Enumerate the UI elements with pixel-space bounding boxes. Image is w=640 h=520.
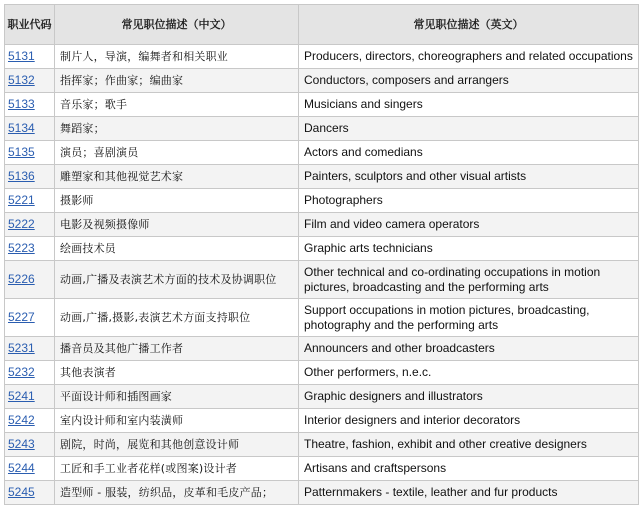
description-zh-cell: 音乐家；歌手 <box>55 93 299 117</box>
occupation-code-link[interactable]: 5134 <box>8 121 35 135</box>
occupation-code-link[interactable]: 5221 <box>8 193 35 207</box>
description-en-cell: Conductors, composers and arrangers <box>299 69 639 93</box>
description-en-cell: Graphic arts technicians <box>299 237 639 261</box>
table-row <box>5 189 639 213</box>
table-row <box>5 481 639 505</box>
table-row <box>5 141 639 165</box>
table-header-row <box>5 5 639 45</box>
occupation-code-link[interactable]: 5242 <box>8 413 35 427</box>
description-en-cell: Announcers and other broadcasters <box>299 337 639 361</box>
description-en-cell: Producers, directors, choreographers and related occupations <box>299 45 639 69</box>
occupation-code-link[interactable]: 5226 <box>8 272 35 286</box>
occupation-code-link[interactable]: 5132 <box>8 73 35 87</box>
description-zh-cell: 播音员及其他广播工作者 <box>55 337 299 361</box>
occupation-code-link[interactable]: 5227 <box>8 310 35 324</box>
header-description-en: 常见职位描述（英文） <box>299 5 639 45</box>
description-zh-cell: 演员；喜剧演员 <box>55 141 299 165</box>
occupation-code-table <box>4 4 639 505</box>
occupation-code-cell <box>5 409 55 433</box>
table-row <box>5 213 639 237</box>
occupation-code-link[interactable]: 5222 <box>8 217 35 231</box>
description-en-cell: Interior designers and interior decorators <box>299 409 639 433</box>
occupation-code-link[interactable]: 5133 <box>8 97 35 111</box>
occupation-code-cell <box>5 141 55 165</box>
occupation-code-link[interactable]: 5136 <box>8 169 35 183</box>
description-zh-cell: 剧院，时尚，展览和其他创意设计师 <box>55 433 299 457</box>
table-row <box>5 385 639 409</box>
occupation-code-cell <box>5 361 55 385</box>
table-row <box>5 45 639 69</box>
description-zh-cell: 雕塑家和其他视觉艺术家 <box>55 165 299 189</box>
table-row <box>5 433 639 457</box>
description-en-cell: Theatre, fashion, exhibit and other creative designers <box>299 433 639 457</box>
occupation-code-cell <box>5 165 55 189</box>
description-en-cell: Other technical and co-ordinating occupations in motion pictures, broadcasting and the performing arts <box>299 261 639 299</box>
description-zh-cell: 动画,广播,摄影,表演艺术方面支持职位 <box>55 299 299 337</box>
occupation-code-link[interactable]: 5131 <box>8 49 35 63</box>
description-zh-cell: 舞蹈家； <box>55 117 299 141</box>
occupation-code-cell <box>5 299 55 337</box>
table-row <box>5 261 639 299</box>
description-zh-cell: 工匠和手工业者花样(或图案)设计者 <box>55 457 299 481</box>
occupation-code-link[interactable]: 5232 <box>8 365 35 379</box>
description-en-cell: Painters, sculptors and other visual artists <box>299 165 639 189</box>
description-en-cell: Dancers <box>299 117 639 141</box>
table-row <box>5 69 639 93</box>
description-en-cell: Patternmakers - textile, leather and fur products <box>299 481 639 505</box>
description-zh-cell: 摄影师 <box>55 189 299 213</box>
header-code: 职业代码 <box>5 5 55 45</box>
description-en-cell: Artisans and craftspersons <box>299 457 639 481</box>
table-row <box>5 299 639 337</box>
occupation-code-link[interactable]: 5241 <box>8 389 35 403</box>
occupation-code-link[interactable]: 5135 <box>8 145 35 159</box>
description-zh-cell: 指挥家；作曲家；编曲家 <box>55 69 299 93</box>
occupation-code-cell <box>5 93 55 117</box>
description-zh-cell: 动画,广播及表演艺术方面的技术及协调职位 <box>55 261 299 299</box>
description-en-cell: Actors and comedians <box>299 141 639 165</box>
occupation-code-link[interactable]: 5231 <box>8 341 35 355</box>
occupation-code-link[interactable]: 5223 <box>8 241 35 255</box>
description-en-cell: Graphic designers and illustrators <box>299 385 639 409</box>
occupation-code-cell <box>5 117 55 141</box>
occupation-code-cell <box>5 69 55 93</box>
occupation-code-cell <box>5 45 55 69</box>
table-row <box>5 165 639 189</box>
description-en-cell: Film and video camera operators <box>299 213 639 237</box>
occupation-code-cell <box>5 213 55 237</box>
occupation-code-cell <box>5 457 55 481</box>
occupation-code-link[interactable]: 5245 <box>8 485 35 499</box>
description-zh-cell: 绘画技术员 <box>55 237 299 261</box>
occupation-code-cell <box>5 433 55 457</box>
occupation-code-link[interactable]: 5243 <box>8 437 35 451</box>
table-row <box>5 409 639 433</box>
table-row <box>5 361 639 385</box>
description-zh-cell: 平面设计师和插图画家 <box>55 385 299 409</box>
description-zh-cell: 制片人，导演，编舞者和相关职业 <box>55 45 299 69</box>
occupation-code-cell <box>5 337 55 361</box>
table-row <box>5 457 639 481</box>
table-row <box>5 337 639 361</box>
description-zh-cell: 电影及视频摄像师 <box>55 213 299 237</box>
occupation-code-cell <box>5 189 55 213</box>
description-zh-cell: 其他表演者 <box>55 361 299 385</box>
table-row <box>5 93 639 117</box>
occupation-code-cell <box>5 261 55 299</box>
occupation-code-cell <box>5 237 55 261</box>
description-en-cell: Support occupations in motion pictures, broadcasting, photography and the performing arts <box>299 299 639 337</box>
occupation-code-link[interactable]: 5244 <box>8 461 35 475</box>
description-zh-cell: 室内设计师和室内装潢师 <box>55 409 299 433</box>
description-zh-cell: 造型师 - 服装，纺织品，皮革和毛皮产品； <box>55 481 299 505</box>
header-description-zh: 常见职位描述（中文） <box>55 5 299 45</box>
table-row <box>5 237 639 261</box>
table-row <box>5 117 639 141</box>
description-en-cell: Other performers, n.e.c. <box>299 361 639 385</box>
occupation-code-cell <box>5 481 55 505</box>
description-en-cell: Photographers <box>299 189 639 213</box>
description-en-cell: Musicians and singers <box>299 93 639 117</box>
occupation-code-cell <box>5 385 55 409</box>
